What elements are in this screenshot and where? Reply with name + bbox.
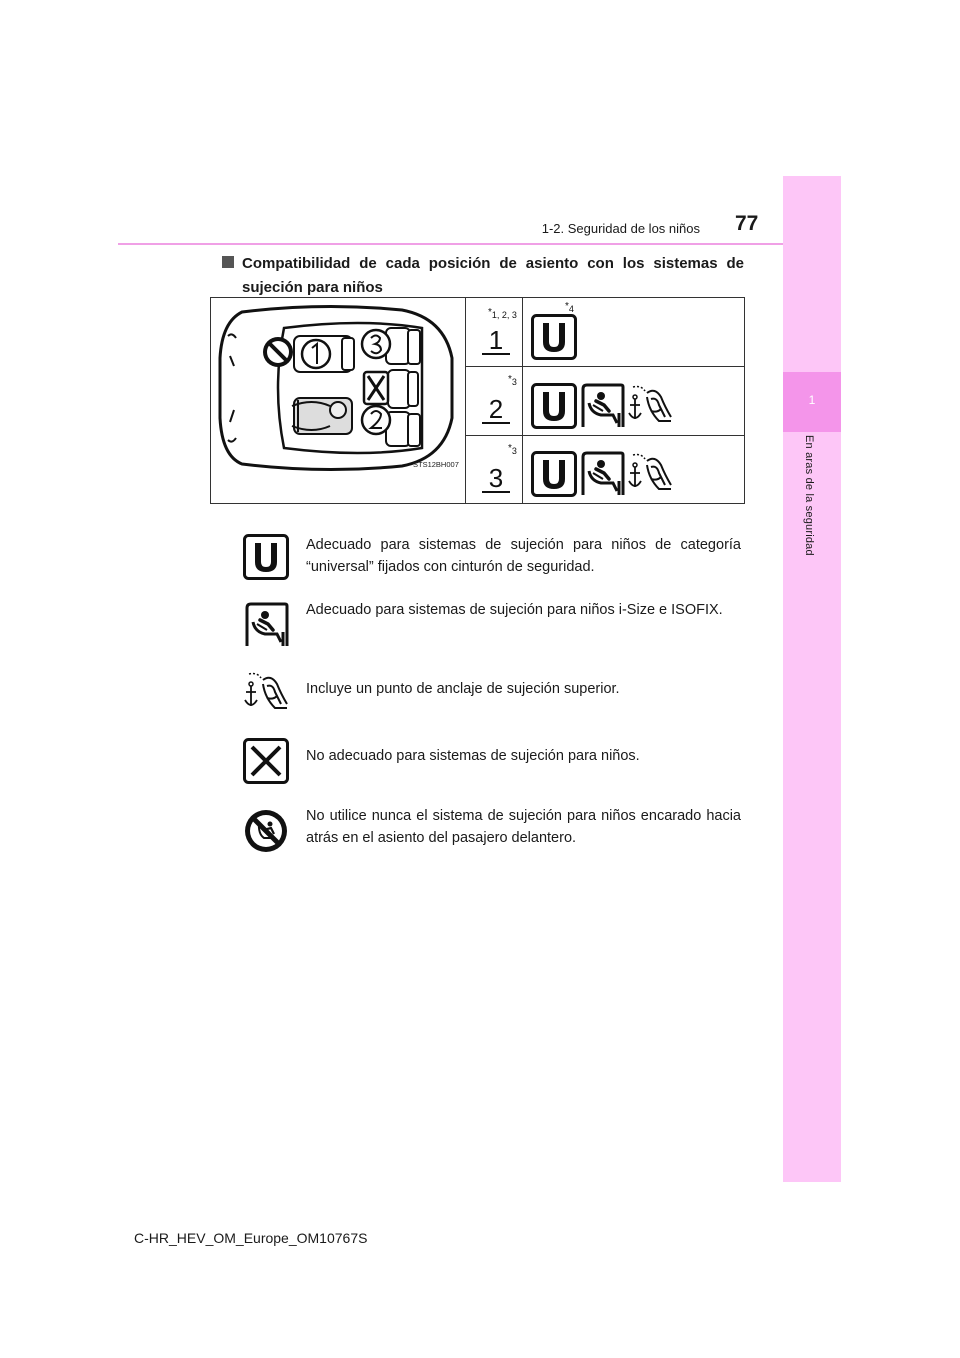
chapter-number: 1	[808, 393, 816, 407]
chapter-side-tab	[783, 176, 841, 1182]
row-divider	[465, 366, 745, 367]
universal-icon	[531, 451, 577, 497]
figure-caption: STS12BH007	[413, 460, 459, 469]
isofix-icon	[579, 383, 625, 429]
top-tether-icon	[627, 451, 673, 497]
column-divider	[522, 297, 523, 504]
legend-isofix-icon	[243, 602, 289, 648]
seat-number-3-icon	[481, 460, 511, 494]
legend-isofix-text: Adecuado para sistemas de sujeción para niños i-Size e ISOFIX.	[306, 602, 723, 618]
top-tether-icon	[627, 383, 673, 429]
page-number: 77	[735, 212, 759, 235]
heading-bullet-icon	[222, 256, 234, 268]
header-rule	[118, 243, 840, 245]
seat-1-note-a: $*_{1, 2, 3}$	[488, 307, 517, 320]
legend-no-rear-facing-text: No utilice nunca el sistema de sujeción para niños encarado hacia atrás en el asiento del pasajero delantero.	[306, 808, 741, 846]
universal-icon	[531, 383, 577, 429]
legend-no-rear-facing-icon	[243, 808, 289, 854]
legend-not-suitable-icon	[243, 738, 289, 784]
section-heading: Compatibilidad de cada posición de asiento con los sistemas de sujeción para niños	[242, 255, 744, 296]
legend-top-tether-icon	[243, 670, 289, 716]
section-title: 1-2. Seguridad de los niños	[541, 221, 700, 236]
legend-top-tether-text: Incluye un punto de anclaje de sujeción superior.	[306, 681, 620, 697]
row-divider	[465, 435, 745, 436]
legend-not-suitable-text: No adecuado para sistemas de sujeción para niños.	[306, 748, 640, 764]
seat-number-3: 3	[488, 463, 504, 493]
legend-universal-text: Adecuado para sistemas de sujeción para niños de categoría “universal” fijados con cinturón de seguridad.	[306, 537, 741, 575]
universal-icon	[531, 314, 577, 360]
chapter-label: En aras de la seguridad	[803, 435, 815, 556]
legend-universal-icon	[243, 534, 289, 580]
car-top-view-illustration	[212, 298, 464, 478]
seat-1-note-b: $*_4$	[565, 301, 574, 314]
isofix-icon	[579, 451, 625, 497]
seat-3-note: $*_3$	[508, 443, 517, 456]
document-footer: C-HR_HEV_OM_Europe_OM10767S	[134, 1230, 368, 1246]
seat-number-2-icon	[481, 391, 511, 425]
seat-2-note: $*_3$	[508, 374, 517, 387]
seat-number-2: 2	[488, 394, 504, 424]
seat-number-1: 1	[488, 325, 504, 355]
seat-number-1-icon	[481, 322, 511, 356]
